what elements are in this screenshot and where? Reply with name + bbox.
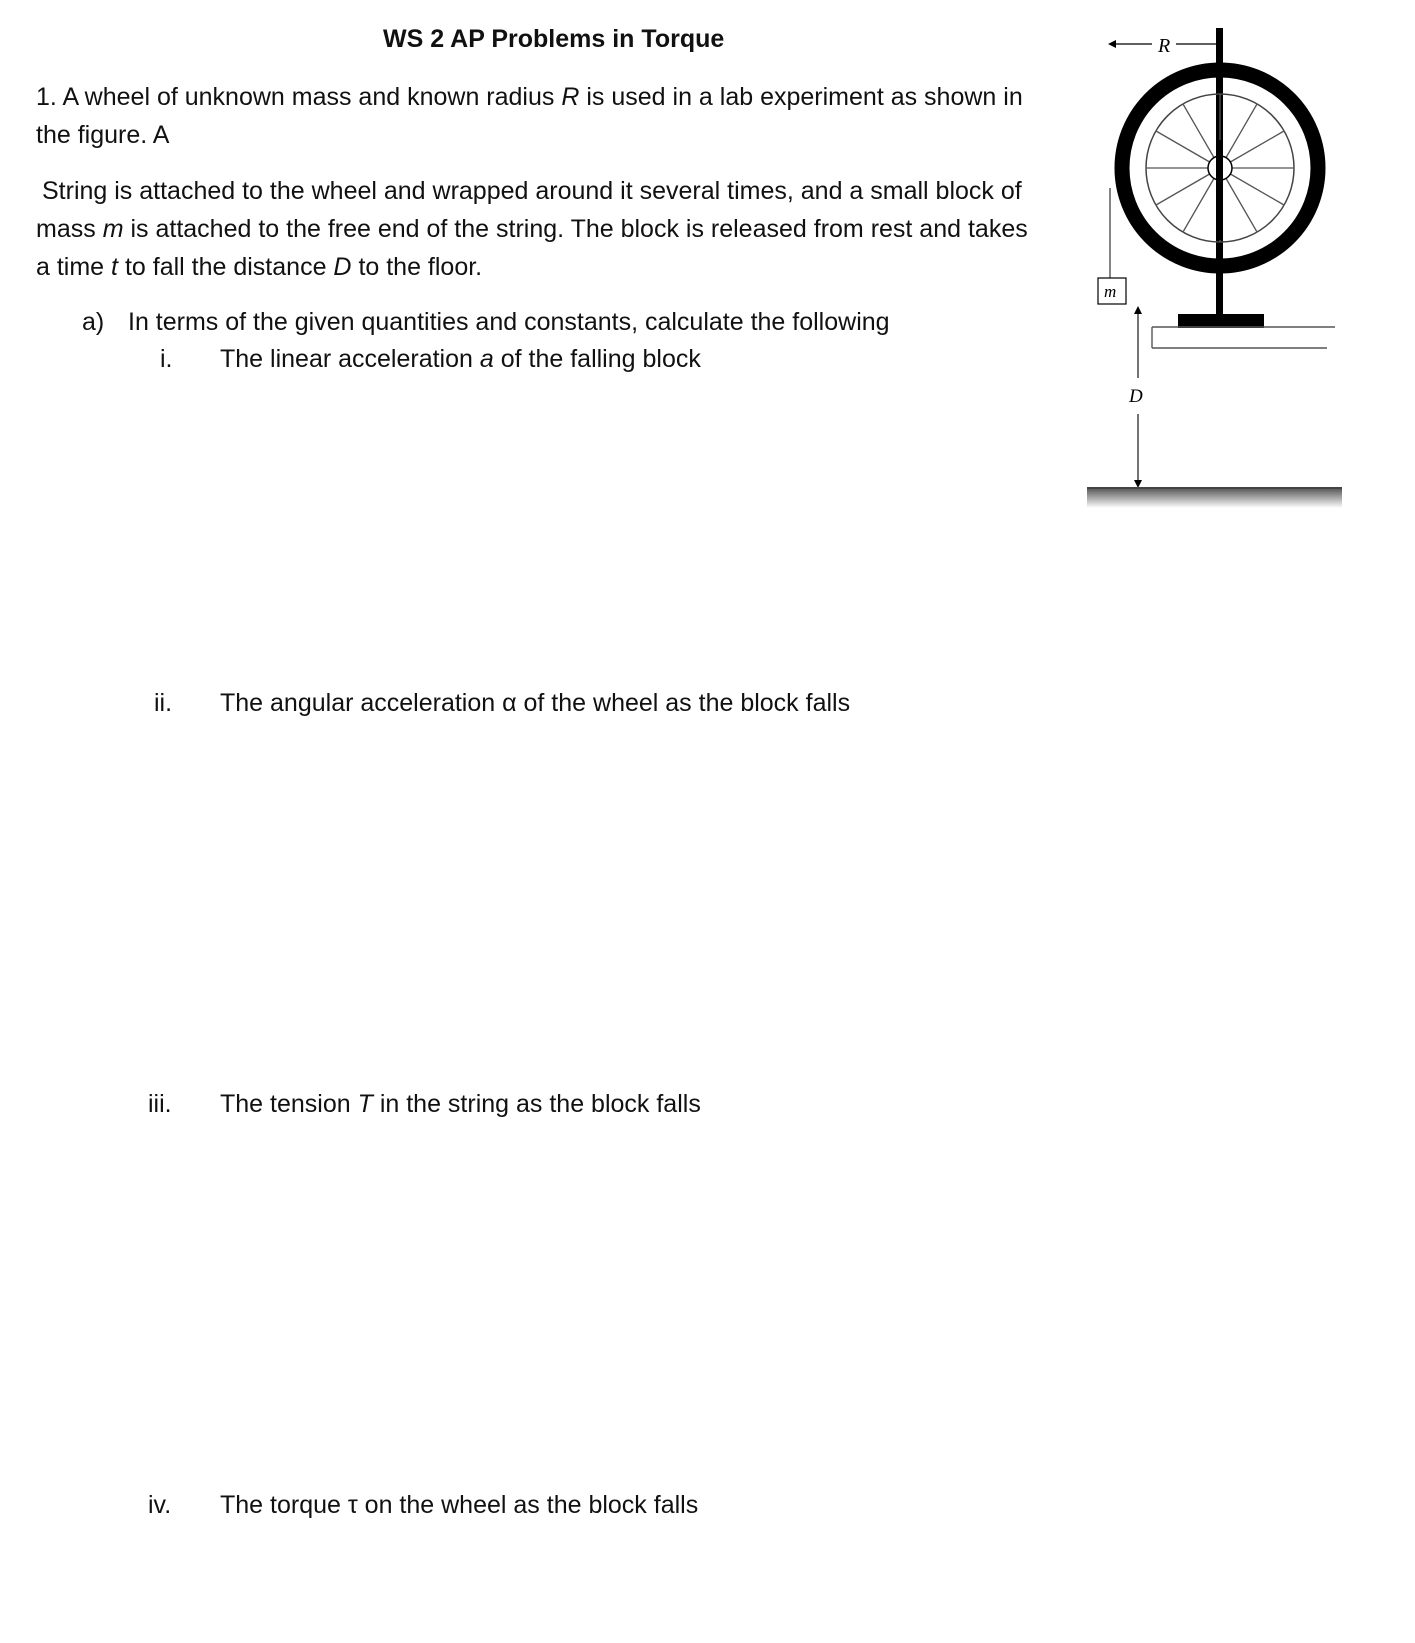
var-m: m: [102, 215, 124, 243]
item-iii-post: in the string as the block falls: [379, 1090, 701, 1118]
var-a: a: [479, 345, 494, 373]
var-t: t: [111, 253, 118, 281]
stand-base: [1178, 314, 1264, 328]
body-text-2b: is attached to the free end of the string. The block is released from rest and takes: [130, 215, 1028, 243]
item-ii-number: ii.: [154, 689, 173, 717]
item-i-pre: The linear acceleration: [220, 345, 473, 373]
body-text-3c: to the floor.: [358, 253, 483, 281]
wheel-apparatus-figure: [1104, 20, 1410, 540]
item-i-post: of the falling block: [500, 345, 701, 373]
intro-text-3: the figure. A: [36, 121, 170, 149]
item-iv-text: The torque τ on the wheel as the block falls: [220, 1491, 699, 1519]
question-body: [36, 172, 1106, 286]
var-T: T: [357, 1090, 373, 1118]
question-number: 1.: [36, 83, 57, 111]
item-iii-pre: The tension: [220, 1090, 351, 1118]
label-m: m: [1104, 282, 1117, 301]
label-R: R: [1158, 35, 1171, 57]
distance-arrowhead-bottom: [1134, 480, 1142, 488]
part-a-text: In terms of the given quantities and constants, calculate the following: [128, 308, 890, 336]
part-a-label: a): [82, 308, 105, 336]
item-iii-number: iii.: [148, 1090, 172, 1118]
body-line-2: [36, 210, 1106, 248]
body-text-3b: to fall the distance: [124, 253, 327, 281]
floor: [1087, 488, 1342, 508]
intro-text-2: is used in a lab experiment as shown in: [586, 83, 1023, 111]
item-iii-text: [220, 1085, 701, 1123]
radius-arrowhead: [1108, 40, 1116, 48]
item-ii-text: The angular acceleration α of the wheel as the block falls: [220, 689, 851, 717]
body-text-2a: mass: [36, 215, 96, 243]
var-D: D: [333, 253, 352, 281]
axle-through-hub: [1216, 140, 1223, 240]
item-i-text: [220, 340, 701, 378]
body-text-3a: a time: [36, 253, 105, 281]
worksheet-title: WS 2 AP Problems in Torque: [383, 25, 725, 53]
distance-arrowhead-top: [1134, 306, 1142, 314]
item-i-number: i.: [160, 345, 173, 373]
body-line-1: String is attached to the wheel and wrapped around it several times, and a small block of: [42, 177, 1022, 205]
var-R: R: [561, 83, 580, 111]
intro-text-1: A wheel of unknown mass and known radius: [62, 83, 555, 111]
body-line-3: [36, 248, 1106, 286]
item-iv-number: iv.: [148, 1491, 172, 1519]
label-D: D: [1129, 386, 1143, 407]
question-intro: [36, 78, 1106, 154]
